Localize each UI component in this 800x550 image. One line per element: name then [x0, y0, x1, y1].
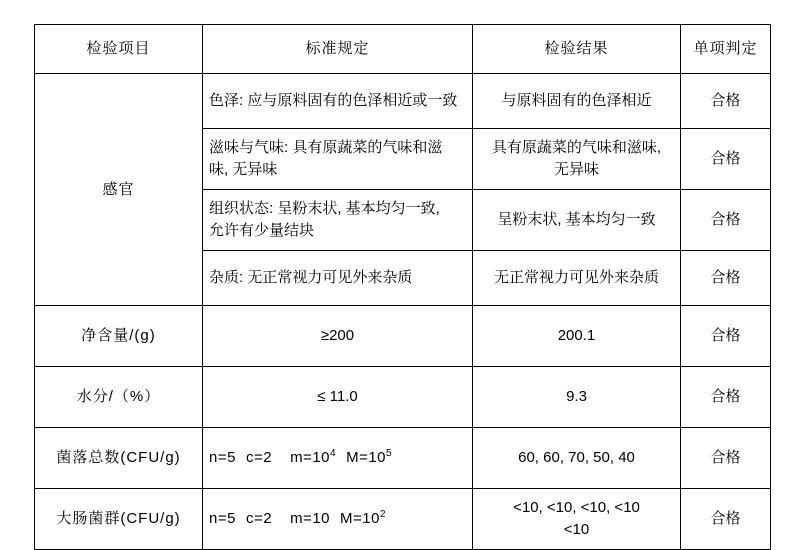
sensory-result-flavor-line2: 无异味: [553, 161, 599, 178]
verdict-moisture: 合格: [681, 367, 771, 428]
verdict-total-plate-count: 合格: [681, 428, 771, 489]
sensory-standard-flavor-line1: 滋味与气味: 具有原蔬菜的气味和滋: [209, 139, 443, 157]
table-row: [35, 306, 771, 367]
result-coliform: [473, 489, 681, 550]
standard-coliform: [203, 489, 473, 550]
sensory-result-flavor-line1: 具有原蔬菜的气味和滋味,: [491, 139, 662, 157]
table-header-row: [35, 25, 771, 74]
table-row: [35, 74, 771, 129]
sensory-verdict-flavor: 合格: [681, 129, 771, 190]
tpc-c: c=2: [245, 449, 273, 467]
sensory-result-texture: 呈粉末状, 基本均匀一致: [473, 190, 681, 251]
result-net-content: 200.1: [473, 306, 681, 367]
sensory-standard-texture-line2: 允许有少量结块: [209, 222, 315, 239]
coliform-n: n=5: [209, 510, 236, 528]
result-coliform-line2: <10: [563, 521, 590, 538]
sensory-standard-flavor-line2: 味, 无异味: [209, 161, 278, 178]
table-row: [35, 428, 771, 489]
sensory-standard-flavor: [203, 129, 473, 190]
sensory-result-color: 与原料固有的色泽相近: [473, 74, 681, 129]
inspection-report-table: [34, 24, 771, 550]
sensory-result-impurity: 无正常视力可见外来杂质: [473, 251, 681, 306]
column-header-item: 检验项目: [35, 25, 203, 74]
coliform-M-exp: 2: [379, 509, 387, 521]
coliform-M: M=10: [340, 510, 380, 528]
sensory-standard-impurity: 杂质: 无正常视力可见外来杂质: [203, 251, 473, 306]
standard-total-plate-count: [203, 428, 473, 489]
row-label-coliform: 大肠菌群(CFU/g): [35, 489, 203, 550]
sensory-standard-texture: [203, 190, 473, 251]
column-header-standard: 标准规定: [203, 25, 473, 74]
tpc-m: m=10: [290, 449, 331, 467]
verdict-net-content: 合格: [681, 306, 771, 367]
result-coliform-line1: <10, <10, <10, <10: [513, 499, 640, 517]
tpc-n: n=5: [209, 449, 236, 467]
row-label-net-content: 净含量/(g): [35, 306, 203, 367]
sensory-standard-color: 色泽: 应与原料固有的色泽相近或一致: [203, 74, 473, 129]
row-label-moisture: 水分/（%）: [35, 367, 203, 428]
tpc-m-exp: 4: [330, 448, 337, 460]
sensory-standard-texture-line1: 组织状态: 呈粉末状, 基本均匀一致,: [209, 200, 440, 218]
coliform-c: c=2: [245, 510, 273, 528]
standard-net-content: ≥200: [203, 306, 473, 367]
table-row: [35, 367, 771, 428]
table-row: [35, 489, 771, 550]
tpc-M: M=10: [346, 449, 387, 467]
row-label-sensory: 感官: [35, 74, 203, 306]
sensory-verdict-color: 合格: [681, 74, 771, 129]
verdict-coliform: 合格: [681, 489, 771, 550]
result-total-plate-count: 60, 60, 70, 50, 40: [473, 428, 681, 489]
coliform-m: m=10: [290, 510, 331, 528]
row-label-total-plate-count: 菌落总数(CFU/g): [35, 428, 203, 489]
sensory-result-flavor: [473, 129, 681, 190]
column-header-result: 检验结果: [473, 25, 681, 74]
standard-moisture: ≤ 11.0: [203, 367, 473, 428]
column-header-verdict: 单项判定: [681, 25, 771, 74]
sensory-verdict-texture: 合格: [681, 190, 771, 251]
sensory-verdict-impurity: 合格: [681, 251, 771, 306]
result-moisture: 9.3: [473, 367, 681, 428]
tpc-M-exp: 5: [386, 448, 393, 460]
